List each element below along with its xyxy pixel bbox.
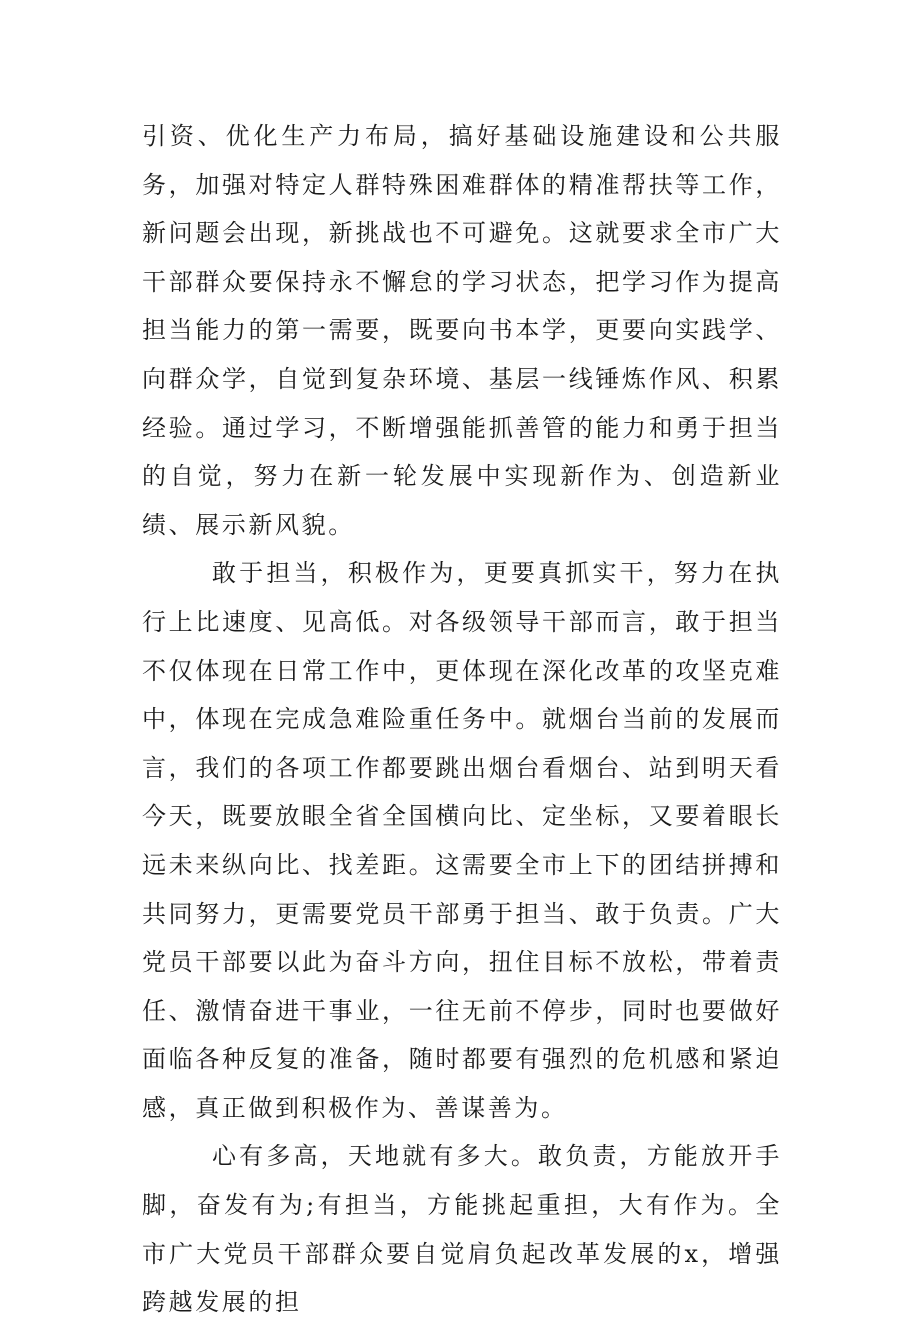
document-body: [142, 112, 782, 1327]
paragraph-1: 引资、优化生产力布局，搞好基础设施建设和公共服务，加强对特定人群特殊困难群体的精准帮扶等工作，新问题会出现，新挑战也不可避免。这就要求全市广大干部群众要保持永不懈怠的学习状态，把学习作为提高担当能力的第一需要，既要向书本学，更要向实践学、向群众学，自觉到复杂环境、基层一线锤炼作风、积累经验。通过学习，不断增强能抓善管的能力和勇于担当的自觉，努力在新一轮发展中实现新作为、创造新业绩、展示新风貌。: [142, 122, 782, 539]
paragraph-3: 心有多高，天地就有多大。敢负责，方能放开手脚，奋发有为;有担当，方能挑起重担，大有作为。全市广大党员干部群众要自觉肩负起改革发展的x，增强跨越发展的担: [142, 1142, 782, 1317]
paragraph-2: 敢于担当，积极作为，更要真抓实干，努力在执行上比速度、见高低。对各级领导干部而言，敢于担当不仅体现在日常工作中，更体现在深化改革的攻坚克难中，体现在完成急难险重任务中。就烟台当前的发展而言，我们的各项工作都要跳出烟台看烟台、站到明天看今天，既要放眼全省全国横向比、定坐标，又要着眼长远未来纵向比、找差距。这需要全市上下的团结拼搏和共同努力，更需要党员干部勇于担当、敢于负责。广大党员干部要以此为奋斗方向，扭住目标不放松，带着责任、激情奋进干事业，一往无前不停步，同时也要做好面临各种反复的准备，随时都要有强烈的危机感和紧迫感，真正做到积极作为、善谋善为。: [142, 559, 782, 1122]
